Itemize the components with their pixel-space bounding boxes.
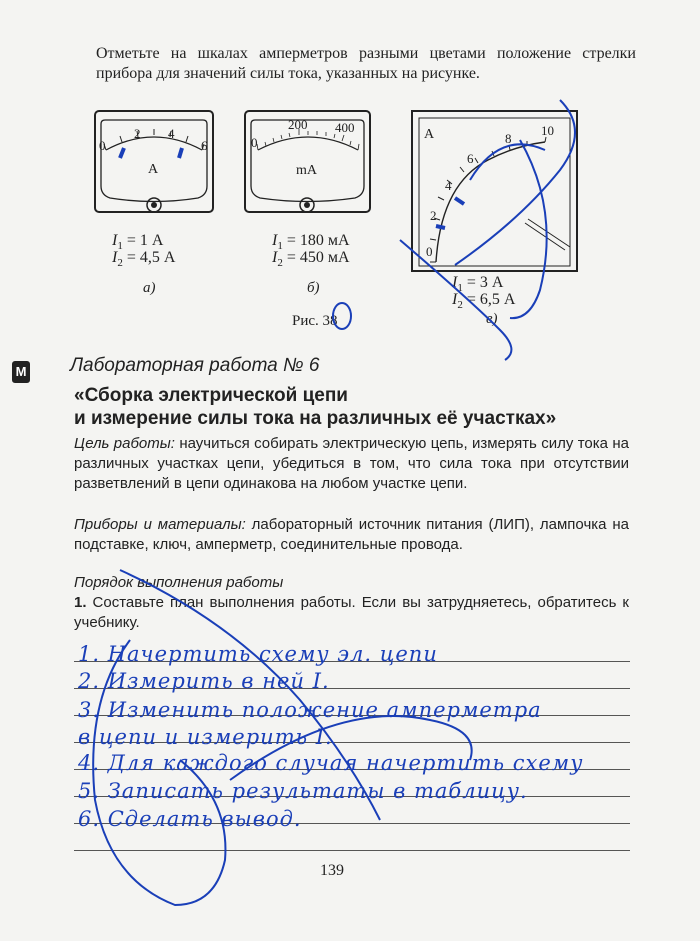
intro-text: Отметьте на шкалах амперметров разными цветами положение стрелки прибора для значений силы тока, указанных на рисунке. <box>96 45 636 82</box>
order-heading: Порядок выполнения работы <box>74 574 284 591</box>
meter-c-tick-4: 4 <box>445 178 452 193</box>
handwritten-line-3: 3. Изменить положение амперметра <box>78 698 542 722</box>
task-1: 1. Составьте план выполнения работы. Если вы затрудняетесь, обратитесь к учебнику. <box>74 594 629 631</box>
lab-heading: «Сборка электрической цепи и измерение силы тока на различных её участках» <box>74 385 557 429</box>
meter-c-tick-0: 0 <box>426 244 433 259</box>
meter-a-unit: А <box>148 162 159 177</box>
meter-a-i1: $I_1 = 1$ А <box>112 232 164 252</box>
meter-a-i2: $I_2 = 4,5$ А <box>112 249 176 269</box>
figure-caption: Рис. 38 <box>292 313 338 329</box>
section-badge: М <box>12 361 30 383</box>
lab-title: Лабораторная работа № 6 <box>70 355 320 376</box>
meter-a-tick-6: 6 <box>201 138 208 153</box>
meter-b-letter: б) <box>307 280 320 296</box>
handwritten-line-7: 6. Сделать вывод. <box>78 807 302 831</box>
meter-c-i2: $I_2 = 6,5$ А <box>452 291 516 311</box>
meter-b-unit: mA <box>296 163 317 178</box>
meter-c-i1: $I_1 = 3$ А <box>452 274 504 294</box>
handwritten-line-1: 1. Начертить схему эл. цепи <box>78 642 438 666</box>
meter-c-tick-2: 2 <box>430 208 437 223</box>
meter-a-letter: а) <box>143 280 156 296</box>
meter-a-tick-4: 4 <box>168 126 175 141</box>
meter-b-tick-0: 0 <box>251 135 258 150</box>
meter-a-tick-2: 2 <box>134 126 141 141</box>
meter-c-tick-8: 8 <box>505 131 512 146</box>
handwritten-line-2: 2. Измерить в ней I. <box>78 669 330 693</box>
meter-b-i2: $I_2 = 450$ мА <box>272 249 350 269</box>
handwritten-line-4: в цепи и измерить I. <box>78 725 333 749</box>
meter-c-unit: А <box>424 127 435 142</box>
goal-paragraph: Цель работы: научиться собирать электрическую цепь, измерять силу тока на различных участках цепи, убедиться в том, что сила тока при отсутствии разветвлений в цепи одинакова на любом участке цепи. <box>74 435 629 492</box>
meter-c-letter: в) <box>486 311 498 327</box>
meter-c-tick-6: 6 <box>467 151 474 166</box>
figure-ammeters <box>0 0 700 350</box>
page-number: 139 <box>320 862 344 879</box>
materials-paragraph: Приборы и материалы: лабораторный источник питания (ЛИП), лампочка на подставке, ключ, амперметр, соединительные провода. <box>74 516 629 553</box>
meter-b-tick-400: 400 <box>335 120 355 135</box>
meter-b-i1: $I_1 = 180$ мА <box>272 232 350 252</box>
handwritten-line-5: 4. Для каждого случая начертить схему <box>78 751 584 775</box>
meter-b-tick-200: 200 <box>288 117 308 132</box>
handwritten-line-6: 5. Записать результаты в таблицу. <box>78 779 528 803</box>
ruled-line <box>74 850 630 851</box>
meter-c-tick-10: 10 <box>541 123 554 138</box>
meter-a-tick-0: 0 <box>99 138 106 153</box>
